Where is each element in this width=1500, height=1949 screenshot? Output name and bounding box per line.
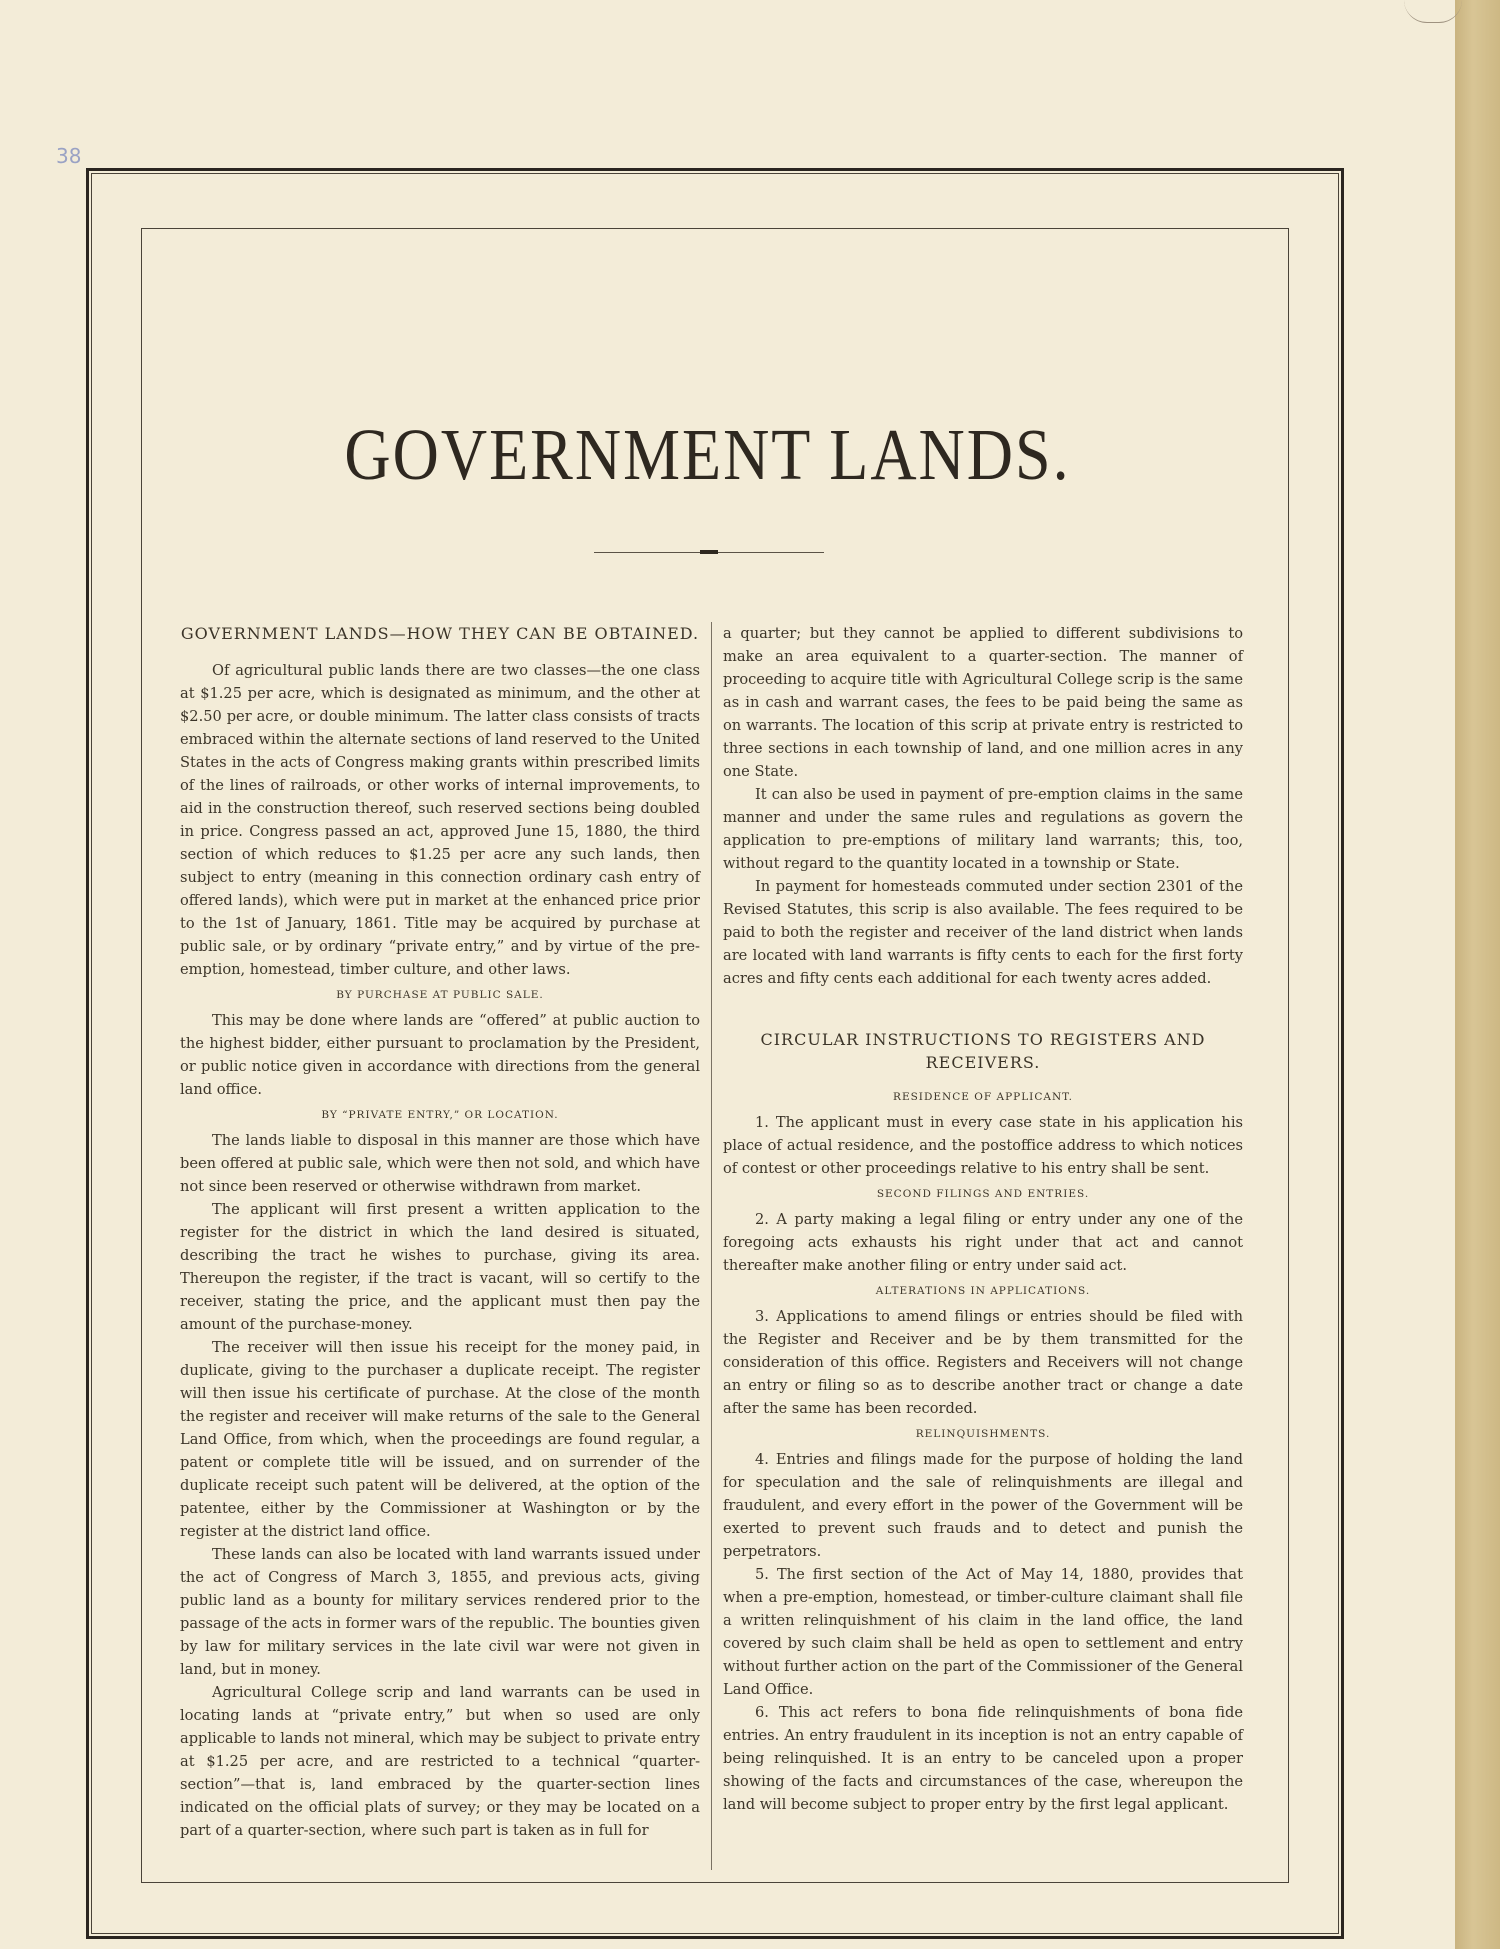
- item-3: 3. Applications to amend filings or entries should be filed with the Register and Receiver and be by them transmitted for the consideration of this office. Registers and Receivers will not change an entry or filing so as to describe another tract or change a date after the same has been recorded.: [723, 1308, 1243, 1417]
- subheading-private-entry: BY “PRIVATE ENTRY,” OR LOCATION.: [321, 1109, 559, 1121]
- paragraph-private-5: Agricultural College scrip and land warrants can be used in locating lands at “private entry,” but when so used are only applicable to lands not mineral, which may be subject to private entry at $1.25 per acre, and are restricted to a technical “quarter-section”—that is, land embraced by the quarter-section lines indicated on the official plats of survey; or they may be located on a part of a quarter-section, where such part is taken as in full for: [180, 1684, 700, 1839]
- subheading-relinquishments: RELINQUISHMENTS.: [915, 1428, 1051, 1440]
- subheading-public-sale: BY PURCHASE AT PUBLIC SALE.: [336, 989, 544, 1001]
- item-2: 2. A party making a legal filing or entry under any one of the foregoing acts exhausts his right under that act and cannot thereafter make another filing or entry under said act.: [723, 1211, 1243, 1274]
- page-title: GOVERNMENT LANDS.: [344, 413, 1071, 496]
- title-rule-ornament: [700, 550, 718, 554]
- paragraph-intro: Of agricultural public lands there are two classes—the one class at $1.25 per acre, which is designated as minimum, and the other at $2.50 per acre, or double minimum. The latter class consists of tracts embraced within the alternate sections of land reserved to the United States in the acts of Congress making grants within prescribed limits of the lines of railroads, or other works of internal improvements, to aid in the construction thereof, such reserved sections being doubled in price. Congress passed an act, approved June 15, 1880, the third section of which reduces to $1.25 per acre any such lands, then subject to entry (meaning in this connection ordinary cash entry of offered lands), which were put in market at the enhanced price prior to the 1st of January, 1861. Title may be acquired by purchase at public sale, or by ordinary “private entry,” and by virtue of the pre-emption, homestead, timber culture, and other laws.: [180, 662, 700, 978]
- item-4: 4. Entries and filings made for the purpose of holding the land for speculation and the sale of relinquishments are illegal and fraudulent, and every effort in the power of the Government will be exerted to prevent such frauds and to detect and punish the perpetrators.: [723, 1451, 1243, 1560]
- paragraph-continued-1: a quarter; but they cannot be applied to different subdivisions to make an area equivalent to a quarter-section. The manner of proceeding to acquire title with Agricultural College scrip is the same as in cash and warrant cases, the fees to be paid being the same as on warrants. The location of this scrip at private entry is restricted to three sections in each township of land, and one million acres in any one State.: [723, 625, 1243, 780]
- page-number: 38: [56, 144, 82, 168]
- item-5: 5. The first section of the Act of May 14, 1880, provides that when a pre-emption, homestead, or timber-culture claimant shall file a written relinquishment of his claim in the land office, the land covered by such claim shall be held as open to settlement and entry without further action on the part of the Commissioner of the General Land Office.: [723, 1566, 1243, 1698]
- paragraph-continued-3: In payment for homesteads commuted under section 2301 of the Revised Statutes, this scrip is also available. The fees required to be paid to both the register and receiver of the land district when lands are located with land warrants is fifty cents to each for the first forty acres and fifty cents each additional for each twenty acres added.: [723, 878, 1243, 987]
- section-heading-circular: CIRCULAR INSTRUCTIONS TO REGISTERS AND RECEIVERS.: [760, 1030, 1206, 1072]
- paragraph-public-sale: This may be done where lands are “offered” at public auction to the highest bidder, either pursuant to proclamation by the President, or public notice given in accordance with directions from the general land office.: [180, 1012, 700, 1098]
- paragraph-continued-2: It can also be used in payment of pre-emption claims in the same manner and under the same rules and regulations as govern the application to pre-emptions of military land warrants; this, too, without regard to the quantity located in a township or State.: [723, 786, 1243, 872]
- paragraph-private-4: These lands can also be located with land warrants issued under the act of Congress of March 3, 1855, and previous acts, giving public land as a bounty for military services rendered prior to the passage of the acts in former wars of the republic. The bounties given by law for military services in the late civil war were not given in land, but in money.: [180, 1546, 700, 1678]
- section-heading: GOVERNMENT LANDS—HOW THEY CAN BE OBTAINED.: [180, 624, 700, 643]
- item-1: 1. The applicant must in every case state in his application his place of actual residence, and the postoffice address to which notices of contest or other proceedings relative to his entry shall be sent.: [723, 1114, 1243, 1177]
- paragraph-private-3: The receiver will then issue his receipt for the money paid, in duplicate, giving to the purchaser a duplicate receipt. The register will then issue his certificate of purchase. At the close of the month the register and receiver will make returns of the sale to the General Land Office, from which, when the proceedings are found regular, a patent or complete title will be issued, and on surrender of the duplicate receipt such patent will be delivered, at the option of the patentee, either by the Commissioner at Washington or by the register at the district land office.: [180, 1339, 700, 1540]
- page-edge: [1455, 0, 1500, 1949]
- subheading-second-filings: SECOND FILINGS AND ENTRIES.: [876, 1188, 1090, 1200]
- paragraph-private-1: The lands liable to disposal in this manner are those which have been offered at public sale, which were then not sold, and which have not since been reserved or otherwise withdrawn from market.: [180, 1132, 700, 1195]
- subheading-alterations: ALTERATIONS IN APPLICATIONS.: [875, 1285, 1091, 1297]
- paragraph-private-2: The applicant will first present a written application to the register for the district in which the land desired is situated, describing the tract he wishes to purchase, giving its area. Thereupon the register, if the tract is vacant, will so certify to the receiver, stating the price, and the applicant must then pay the amount of the purchase-money.: [180, 1201, 700, 1333]
- subheading-residence: RESIDENCE OF APPLICANT.: [893, 1091, 1073, 1103]
- item-6: 6. This act refers to bona fide relinquishments of bona fide entries. An entry fraudulent in its inception is not an entry capable of being relinquished. It is an entry to be canceled upon a proper showing of the facts and circumstances of the case, whereupon the land will become subject to proper entry by the first legal applicant.: [723, 1704, 1243, 1813]
- right-column: [723, 622, 1243, 1816]
- left-column: [180, 622, 700, 1842]
- column-divider: [711, 622, 712, 1870]
